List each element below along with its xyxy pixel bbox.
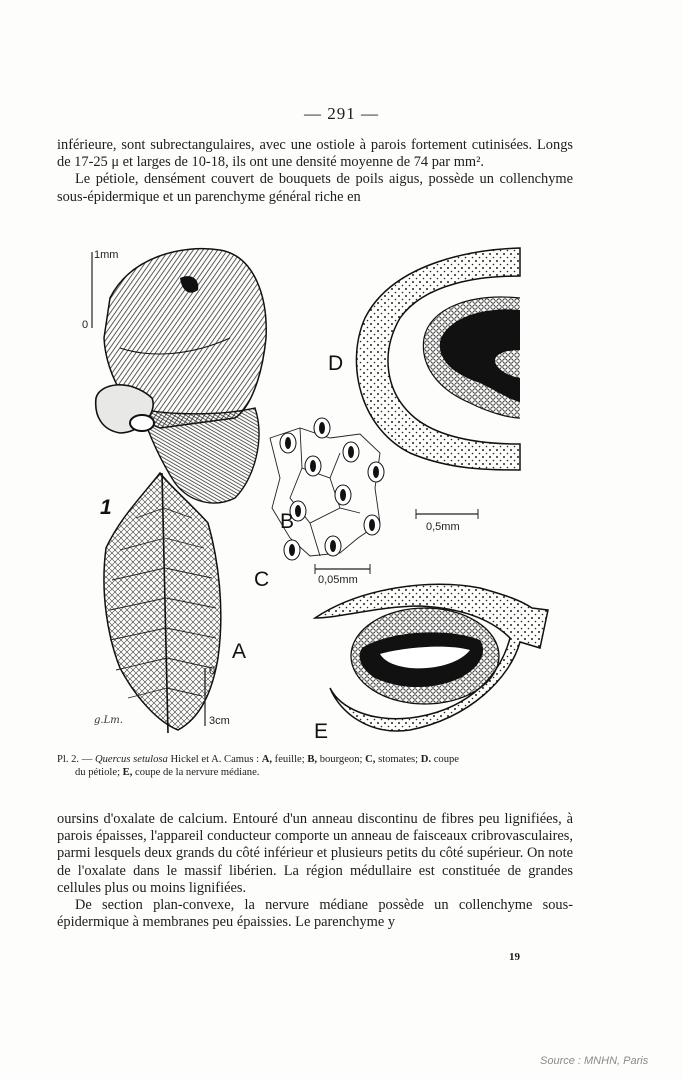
caption-line-2 (57, 766, 573, 779)
scale-label-0: 0 (82, 319, 89, 331)
body-text-top (57, 137, 573, 206)
scale-label-0-5mm: 0,5mm (426, 521, 460, 533)
caption-authors: Hickel et A. Camus : (167, 754, 262, 765)
figure-label-d: D (328, 352, 344, 375)
paragraph: oursins d'oxalate de calcium. Entouré d'un anneau discontinu de fibres peu lignifiées, à parois épaisses, l'appareil conducteur comporte un anneau de faisceaux cribrovasculaires, parmi lesquels deux grands du côté inférieur et plusieurs petits du côté supérieur. On note de l'oxalate dans le massif libérien. La région médullaire est constituée de grandes cellules plus ou moins lignifiées. (57, 811, 573, 896)
page-number: — 291 — (304, 104, 379, 123)
figure-label-c: C (254, 568, 270, 591)
caption-plate-number: Pl. 2. — (57, 754, 95, 765)
petiole-section-drawing (356, 248, 520, 470)
figure-label-b: B (280, 510, 295, 533)
body-text-bottom (57, 811, 573, 931)
leaf-drawing (94, 473, 221, 733)
caption-text-b: bourgeon; (317, 754, 366, 765)
stomata-drawing (270, 418, 384, 560)
caption-text-c: stomates; (375, 754, 421, 765)
midrib-section-drawing (315, 584, 548, 731)
bud-drawing (96, 249, 266, 503)
figure-label-e: E (314, 720, 329, 743)
scale-label-3cm: 3cm (209, 715, 230, 727)
caption-key-b: B, (307, 754, 318, 765)
scale-label-0-05mm: 0,05mm (318, 574, 358, 586)
figure-label-1: 1 (100, 496, 112, 519)
caption-line2-start: du pétiole; (75, 767, 123, 778)
scale-label-1mm: 1mm (94, 249, 119, 261)
caption-text-a: feuille; (272, 754, 308, 765)
caption-key-c: C, (365, 754, 376, 765)
caption-key-e: E, (122, 767, 133, 778)
caption-key-a: A, (261, 754, 273, 765)
stomata-scale-bar (315, 564, 370, 586)
leaf-scale-bar (205, 665, 230, 727)
illustrator-signature: g.Lm. (94, 715, 123, 726)
section-scale-bar (416, 509, 478, 533)
figure-caption (57, 753, 573, 779)
caption-text-d: coupe (431, 754, 460, 765)
paragraph: inférieure, sont subrectangulaires, avec une ostiole à parois fortement cutinisées. Longs de 17-25 μ et larges de 10-18, ils ont une densité moyenne de 74 par mm². (57, 137, 573, 171)
caption-line-1 (57, 753, 573, 766)
printer-signature: 19 (509, 951, 520, 963)
botanical-plate (40, 238, 600, 754)
source-watermark: Source : MNHN, Paris (540, 1055, 649, 1067)
caption-species: Quercus setulosa (94, 754, 168, 765)
caption-text-e: coupe de la nervure médiane. (132, 767, 260, 778)
figure-label-a: A (232, 640, 247, 663)
caption-key-d: D. (420, 754, 432, 765)
paragraph: Le pétiole, densément couvert de bouquets de poils aigus, possède un collenchyme sous-épidermique et un parenchyme général riche en (57, 171, 573, 205)
plate-illustration (40, 238, 600, 754)
scale-label-0: 0 (209, 665, 216, 677)
paragraph: De section plan-convexe, la nervure médiane possède un collenchyme sous-épidermique à membranes peu épaissies. Le parenchyme y (57, 897, 573, 931)
